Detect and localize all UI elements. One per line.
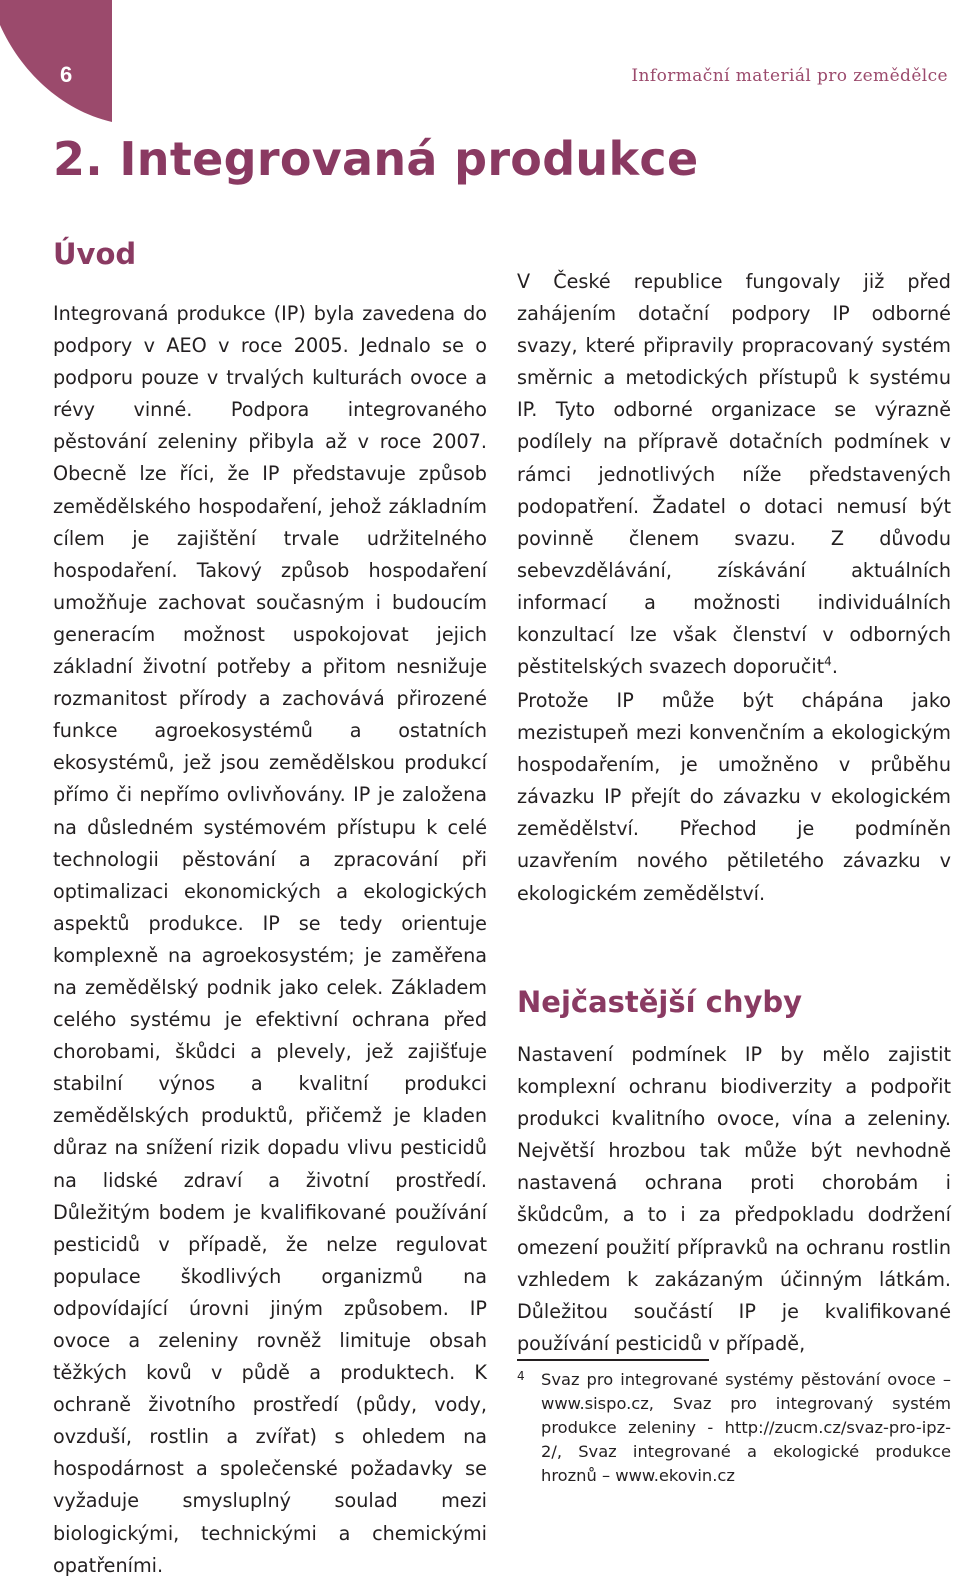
section-heading-uvod: Úvod [53, 237, 137, 271]
support-paragraph-end: . [831, 655, 838, 679]
support-paragraph-text: V České republice fungovaly již před zahájením dotační podpory IP odborné svazy, které připravily propracovaný systém směrnic a metodických přístupů k systému IP. Tyto odborné organizace se výrazně podílely na přípravě dotačních podmínek v rámci jednotlivých níže představených podopatření. Žadatel o dotaci nemusí být povinně členem svazu. Z důvodu sebevzdělávání, získávání aktuálních informací a možnosti individuálních konzultací lze však členství v odborných pěstitelských svazech doporučit [517, 270, 951, 679]
footnote-mark: 4 [517, 1369, 525, 1383]
footnote-text: Svaz pro integrované systémy pěstování ovoce – www.sispo.cz, Svaz pro integrovaný systém produkce zeleniny - http://zucm.cz/svaz-pro-ipz-2/, Svaz integrované a ekologické produkce hroznů – www.ekovin.cz [541, 1370, 951, 1485]
transition-paragraph: Protože IP může být chápána jako mezistupeň mezi konvenčním a ekologickým hospodařením, je umožněno v průběhu závazku IP přejít do závazku v ekologickém zemědělství. Přechod je podmíněn uzavřením nového pětiletého závazku v ekologickém zemědělství. [517, 689, 951, 905]
corner-tab-shape [0, 0, 112, 122]
page-corner-tab [0, 0, 112, 122]
footnote-reference: 4 [824, 654, 832, 669]
support-paragraph [517, 266, 951, 683]
errors-paragraph: Nastavení podmínek IP by mělo zajistit komplexní ochranu biodiverzity a podpořit produkci kvalitního ovoce, vína a zeleniny. Největší hrozbou tak může být nevhodně nastavená ochrana proti chorobám i škůdcům, a to i za předpokladu dodržení omezení použití přípravků na ochranu rostlin vzhledem k zakázaným účinným látkám. Důležitou součástí IP je kvalifikované používání pesticidů v případě, [517, 1043, 951, 1355]
footnote-divider [517, 1359, 709, 1361]
running-header: Informační materiál pro zemědělce [631, 66, 948, 86]
intro-paragraph: Integrovaná produkce (IP) byla zavedena do podpory v AEO v roce 2005. Jednalo se o podporu pouze v trvalých kulturách ovoce a révy vinné. Podpora integrovaného pěstování zeleniny přibyla až v roce 2007. Obecně lze říci, že IP představuje způsob zemědělského hospodaření, jehož základním cílem je zajištění trvale udržitelného hospodaření. Takový způsob hospodaření umožňuje zachovat současným i budoucím generacím možnost uspokojovat jejich základní životní potřeby a přitom nesnižuje rozmanitost přírody a zachovává přirozené funkce agroekosystémů a ostatních ekosystémů, jež jsou zemědělskou produkcí přímo či nepřímo ovlivňovány. IP je založena na důsledném systémovém přístupu k celé technologii pěstování a zpracování při optimalizaci ekonomických a ekologických aspektů produkce. IP se tedy orientuje komplexně na agroekosystém; je zaměřena na zemědělský podnik jako celek. Základem celého systému je efektivní ochrana před chorobami, škůdci a plevely, jež zajišťuje stabilní výnos a kvalitní produkci zemědělských produktů, přičemž je kladen důraz na snížení rizik dopadu vlivu pesticidů na lidské zdraví a životní prostředí. Důležitým bodem je kvalifikované používání pesticidů v případě, že nelze regulovat populace škodlivých organizmů na odpovídající úrovni jiným způsobem. IP ovoce a zeleniny rovněž limituje obsah těžkých kovů v půdě a produktech. K ochraně životního prostředí (půdy, vody, ovzduší, rostlin a zvířat) s ohledem na hospodárnost a společenské požadavky se vyžaduje smysluplný soulad mezi biologickými, technickými a chemickými opatřeními. [53, 302, 487, 1577]
section-heading-chyby: Nejčastější chyby [517, 985, 803, 1019]
chapter-title: 2. Integrovaná produkce [53, 132, 699, 186]
page-number: 6 [60, 62, 73, 87]
footnote [517, 1368, 951, 1488]
